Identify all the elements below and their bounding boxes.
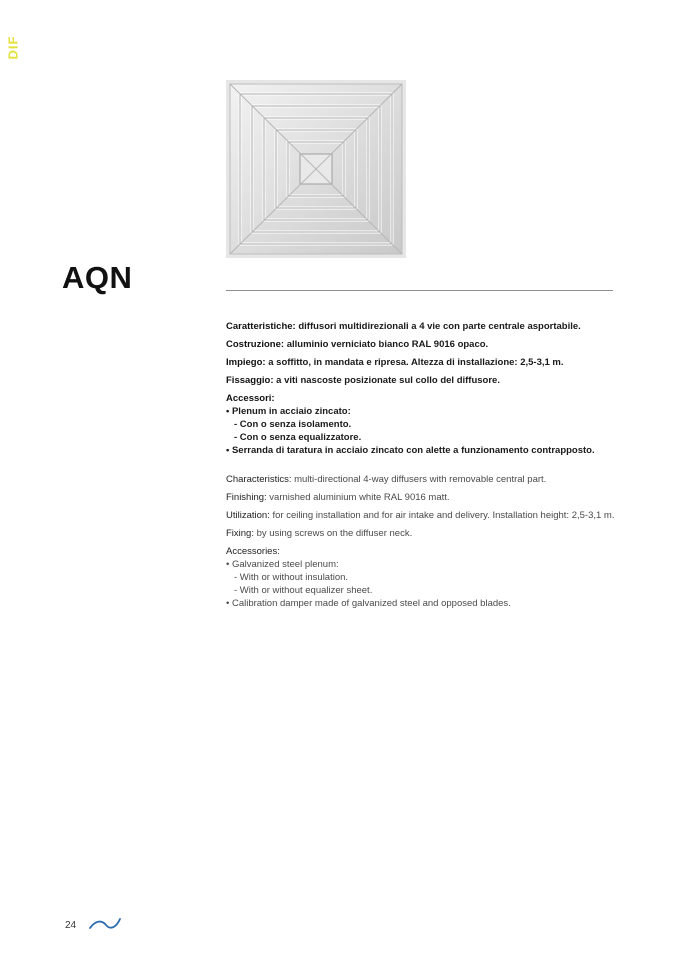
list-item: • Calibration damper made of galvanized steel and opposed blades. bbox=[226, 598, 511, 609]
italian-description bbox=[226, 320, 618, 457]
en-characteristics: Characteristics: multi-directional 4-way diffusers with removable central part. bbox=[226, 474, 547, 485]
wave-logo-icon bbox=[88, 916, 122, 932]
list-item: - Con o senza equalizzatore. bbox=[234, 432, 362, 443]
list-item: • Plenum in acciaio zincato: bbox=[226, 406, 351, 417]
diffuser-illustration-icon bbox=[226, 80, 406, 258]
it-characteristics: Caratteristiche: diffusori multidirezionali a 4 vie con parte centrale asportabile. bbox=[226, 321, 581, 332]
it-fixing: Fissaggio: a viti nascoste posizionate sul collo del diffusore. bbox=[226, 375, 500, 386]
list-item: - With or without equalizer sheet. bbox=[234, 585, 373, 596]
it-use: Impiego: a soffitto, in mandata e ripresa. Altezza di installazione: 2,5-3,1 m. bbox=[226, 357, 564, 368]
en-accessories bbox=[226, 545, 618, 610]
divider bbox=[226, 290, 613, 291]
product-title: AQN bbox=[62, 260, 133, 295]
it-accessories bbox=[226, 392, 618, 457]
list-item: - Con o senza isolamento. bbox=[234, 419, 352, 430]
it-accessories-label: Accessori: bbox=[226, 393, 275, 404]
english-description bbox=[226, 473, 618, 610]
product-image bbox=[226, 80, 406, 258]
list-item: - With or without insulation. bbox=[234, 572, 349, 583]
section-tab bbox=[2, 30, 24, 64]
list-item: • Serranda di taratura in acciaio zincato con alette a funzionamento contrapposto. bbox=[226, 445, 595, 456]
en-accessories-label: Accessories: bbox=[226, 546, 280, 557]
section-tab-label: DIF bbox=[5, 35, 21, 59]
en-fixing: Fixing: by using screws on the diffuser neck. bbox=[226, 528, 413, 539]
it-construction: Costruzione: alluminio verniciato bianco RAL 9016 opaco. bbox=[226, 339, 489, 350]
list-item: • Galvanized steel plenum: bbox=[226, 559, 339, 570]
page-number: 24 bbox=[65, 920, 77, 931]
en-finishing: Finishing: varnished aluminium white RAL 9016 matt. bbox=[226, 492, 450, 503]
en-utilization: Utilization: for ceiling installation and for air intake and delivery. Installation height: 2,5-3,1 m. bbox=[226, 510, 615, 521]
